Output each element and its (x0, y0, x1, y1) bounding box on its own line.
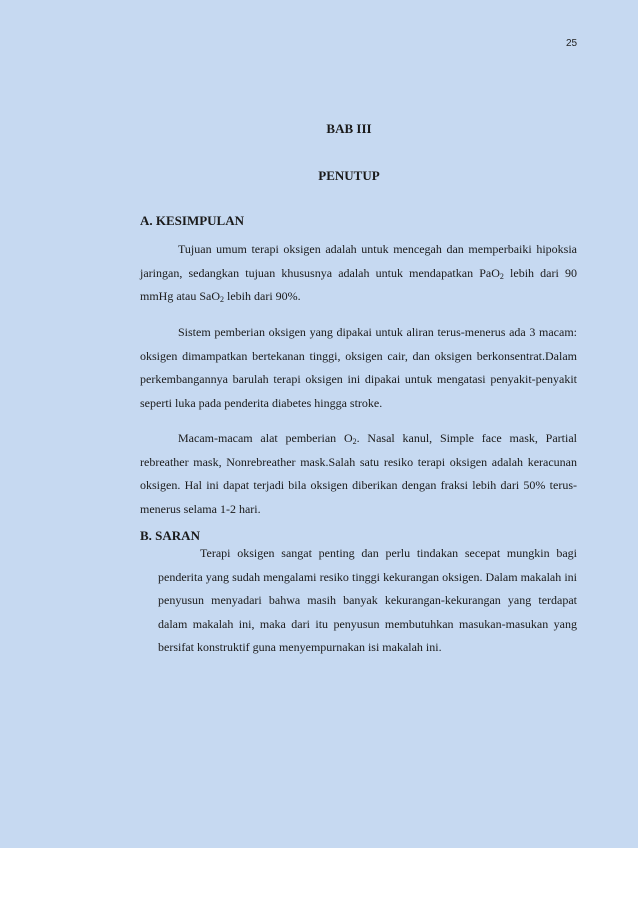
paragraph-saran: Terapi oksigen sangat penting dan perlu tindakan secepat mungkin bagi penderita yang sudah mengalami resiko tinggi kekurangan oksigen. Dalam makalah ini penyusun menyadari bahwa masih banyak kekurangan-kekurangan yang terdapat dalam makalah ini, maka dari itu penyusun membutuhkan masukan-masukan yang bersifat konstruktif guna menyempurnakan isi makalah ini. (158, 546, 577, 654)
chapter-heading: BAB III (326, 121, 372, 136)
section-heading-kesimpulan: A. KESIMPULAN (140, 213, 245, 228)
paragraph-kesimpulan-1: Tujuan umum terapi oksigen adalah untuk mencegah dan memperbaiki hipoksia jaringan, sedangkan tujuan khususnya adalah untuk mendapatkan PaO$_2$ lebih dari 90 mmHg atau SaO$_2$ lebih dari 90%. (140, 242, 577, 304)
page-number: 25 (566, 38, 578, 49)
paragraph-kesimpulan-3: Macam-macam alat pemberian $O_2$. Nasal kanul, Simple face mask, Partial rebreather mask, Nonrebreather mask.Salah satu resiko terapi oksigen adalah keracunan oksigen. Hal ini dapat terjadi bila oksigen diberikan dengan fraksi lebih dari 50% terus-menerus selama 1-2 hari. (140, 431, 577, 516)
paragraph-kesimpulan-2: Sistem pemberian oksigen yang dipakai untuk aliran terus-menerus ada 3 macam: oksigen dimampatkan bertekanan tinggi, oksigen cair, dan oksigen berkonsentrat.Dalam perkembangannya barulah terapi oksigen ini dipakai untuk mengatasi penyakit-penyakit seperti luka pada penderita diabetes hingga stroke. (140, 325, 577, 410)
section-heading-saran: B. SARAN (140, 528, 200, 543)
chapter-title: PENUTUP (318, 168, 380, 183)
